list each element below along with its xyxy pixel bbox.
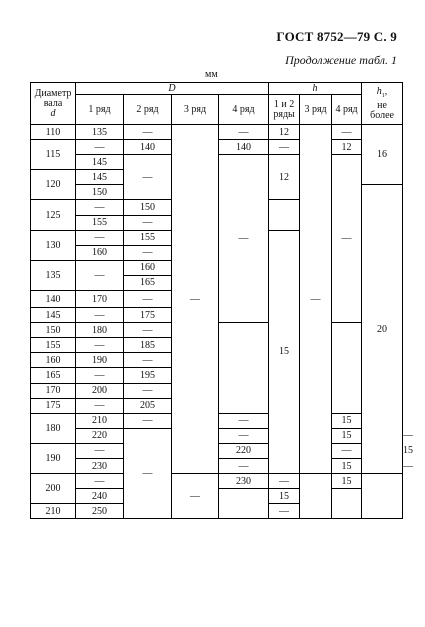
D1-cell: 135 xyxy=(76,125,124,140)
h4-cell: — xyxy=(332,155,362,323)
D1-cell: 180 xyxy=(76,323,124,338)
D1-cell: — xyxy=(76,140,124,155)
h1-cell: 20 xyxy=(362,185,403,474)
diameter-cell: 145 xyxy=(31,308,76,323)
D2-cell: 160 xyxy=(124,260,172,275)
h12-cell: — xyxy=(269,140,300,155)
h12-cell: 15 xyxy=(269,230,300,473)
diameter-cell: 110 xyxy=(31,125,76,140)
D1-cell: — xyxy=(76,230,124,245)
h3-cell: — xyxy=(300,125,332,474)
D1-cell: — xyxy=(76,443,124,458)
D2-cell: 195 xyxy=(124,368,172,383)
D4-cell: 210 xyxy=(76,413,124,428)
col-h3-header: 3 ряд xyxy=(300,95,332,125)
h12-cell: 15 xyxy=(332,428,362,443)
D2-cell: — xyxy=(124,245,172,260)
diameter-cell: 150 xyxy=(31,323,76,338)
diameter-cell: 140 xyxy=(31,291,76,308)
col-h12-header: 1 и 2 ряды xyxy=(269,95,300,125)
h12-cell: 15 xyxy=(332,458,362,473)
table-continuation-label: Продолжение табл. 1 xyxy=(285,53,397,67)
h12-cell: — xyxy=(269,474,300,489)
col-D4-header: 4 ряд xyxy=(219,95,269,125)
diameter-cell: 155 xyxy=(31,338,76,353)
D1-cell: 170 xyxy=(76,291,124,308)
D1-cell: 220 xyxy=(76,428,124,443)
D4-cell: 230 xyxy=(219,474,269,489)
D4-cell: 220 xyxy=(219,443,269,458)
h3-cell xyxy=(300,474,332,519)
D1-cell: — xyxy=(76,474,124,489)
D2-cell: 165 xyxy=(124,275,172,290)
diameter-cell: 130 xyxy=(31,230,76,260)
diameter-cell: 210 xyxy=(31,504,76,519)
D2-cell: — xyxy=(124,353,172,368)
col-D2-header: 2 ряд xyxy=(124,95,172,125)
diameter-cell: 160 xyxy=(31,353,76,368)
standard-header: ГОСТ 8752—79 С. 9 xyxy=(276,29,397,44)
D2-cell: — xyxy=(124,215,172,230)
diameter-cell: 120 xyxy=(31,170,76,200)
D4-cell: — xyxy=(219,428,269,443)
diameter-cell: 170 xyxy=(31,383,76,398)
diameter-cell: 165 xyxy=(31,368,76,383)
D1-cell: — xyxy=(76,200,124,215)
D4-cell: 140 xyxy=(219,140,269,155)
col-h1-header: $h_1$, не более xyxy=(362,83,403,125)
col-h-header: h xyxy=(269,83,362,95)
D2-cell: — xyxy=(124,291,172,308)
diameter-cell: 115 xyxy=(31,140,76,170)
col-h4-header: 4 ряд xyxy=(332,95,362,125)
D3-cell: — xyxy=(172,125,219,474)
D1-cell: 200 xyxy=(76,383,124,398)
D1-cell: 160 xyxy=(76,245,124,260)
D4-cell: — xyxy=(219,155,269,323)
diameter-cell: 125 xyxy=(31,200,76,230)
D2-cell: 175 xyxy=(124,308,172,323)
D1-cell: 230 xyxy=(76,458,124,473)
D1-cell: 190 xyxy=(76,353,124,368)
D4-cell: — xyxy=(219,125,269,140)
D1-cell: 240 xyxy=(76,489,124,504)
h4-cell: 15 xyxy=(332,413,362,428)
D1-cell: — xyxy=(76,338,124,353)
D1-cell: 155 xyxy=(76,215,124,230)
col-diameter-header: Диаметр вала d xyxy=(31,83,76,125)
h1-cell: 16 xyxy=(362,125,403,185)
D2-cell: 140 xyxy=(124,140,172,155)
D1-cell: — xyxy=(76,368,124,383)
D1-cell: 250 xyxy=(76,504,124,519)
h12-cell: — xyxy=(269,504,300,519)
D1-cell: — xyxy=(76,308,124,323)
D1-cell: — xyxy=(76,260,124,290)
h12-cell: 12 xyxy=(269,155,300,200)
D2-cell: — xyxy=(124,323,172,338)
h1-cell-empty xyxy=(362,474,403,519)
h4-cell xyxy=(332,489,362,519)
diameter-cell: 175 xyxy=(31,398,76,413)
h4-cell: 12 xyxy=(332,140,362,155)
D2-cell: — xyxy=(124,155,172,200)
dimensions-table: Диаметр вала d D h $h_1$, не более 1 ряд 2 ряд 3 ряд 4 ряд 1 и 2 ряды 3 ряд 4 ряд 110 135 — — — 12 — — 16 — 140 — 12 115 140 — 12 — 145 — 120 145 150 20 125 — 150 155 — 130 — 155 15 160 — 135 — 160 165 140 170 — 145 — 175 150 180 — 155 — 185 160 190 — 165 — 195 170 200 — 175 — 205 180 — 210 — 15 220 — — 15 — 190 — 220 — 15 230 — 15 — 200 — — 230 — 15 240 15 210 250 — xyxy=(30,82,403,519)
diameter-cell: 200 xyxy=(31,474,76,504)
h12-cell: 12 xyxy=(269,125,300,140)
D4-cell xyxy=(219,489,269,519)
D2-cell: 155 xyxy=(124,230,172,245)
diameter-cell: 135 xyxy=(31,260,76,290)
col-D1-header: 1 ряд xyxy=(76,95,124,125)
unit-label: мм xyxy=(205,69,218,80)
D2-cell: 150 xyxy=(124,200,172,215)
col-D-header: D xyxy=(76,83,269,95)
D1-cell: — xyxy=(76,398,124,413)
D2-cell: — xyxy=(124,428,172,519)
h12-cell: — xyxy=(332,443,362,458)
diameter-cell: 190 xyxy=(31,443,76,473)
D2-cell: — xyxy=(124,125,172,140)
h12-cell: 15 xyxy=(269,489,300,504)
h12-cell: — xyxy=(219,413,269,428)
col-D3-header: 3 ряд xyxy=(172,95,219,125)
D3-cell: — xyxy=(172,474,219,519)
D2-cell: — xyxy=(124,413,172,428)
h4-cell: 15 xyxy=(332,474,362,489)
D4-cell: — xyxy=(219,458,269,473)
D1-cell: 145 xyxy=(76,155,124,170)
diameter-cell: 180 xyxy=(31,413,76,443)
D2-cell: 205 xyxy=(124,398,172,413)
D2-cell: — xyxy=(124,383,172,398)
h4-cell: — xyxy=(332,125,362,140)
D1-cell: 145 xyxy=(76,170,124,185)
D1-cell: 150 xyxy=(76,185,124,200)
D2-cell: 185 xyxy=(124,338,172,353)
